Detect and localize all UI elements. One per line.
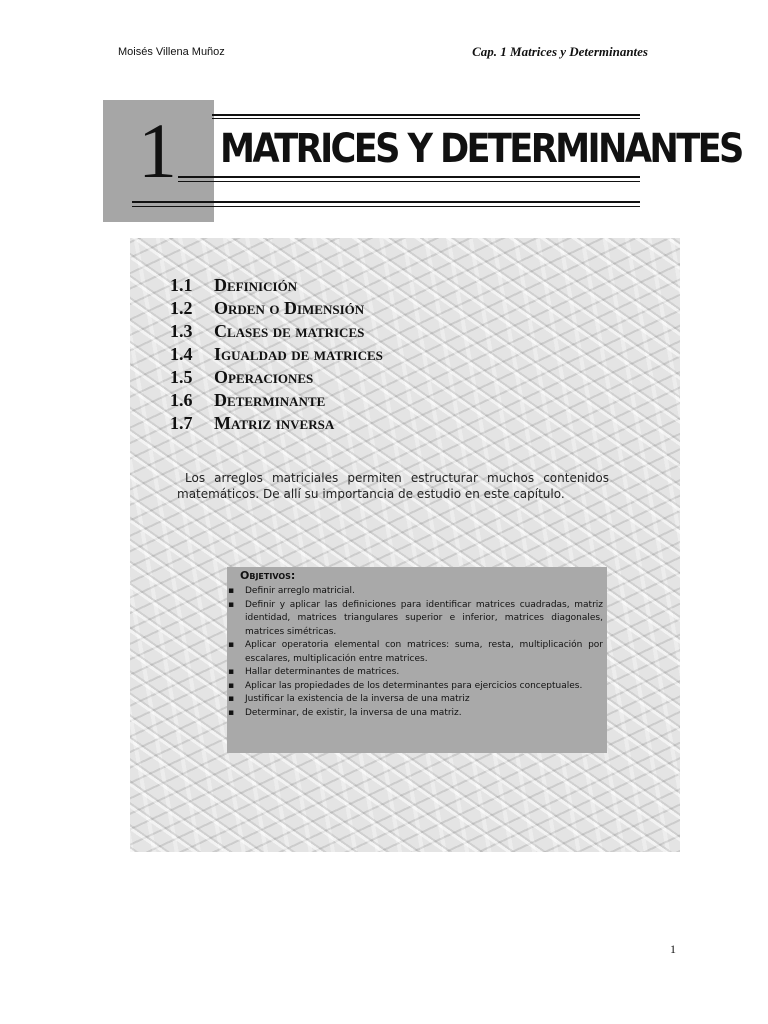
bullet-icon: ▪ xyxy=(228,667,235,677)
bullet-icon: ▪ xyxy=(228,599,235,610)
toc-item xyxy=(170,366,383,389)
toc-item-number: 1.1 xyxy=(170,275,193,295)
toc-item-number: 1.6 xyxy=(170,390,193,410)
objective-item xyxy=(227,639,603,666)
intro-paragraph: Los arreglos matriciales permiten estructurar muchos contenidos matemáticos. De allí su importancia de estudio en este capítulo. xyxy=(177,471,609,501)
objective-text: Definir y aplicar las definiciones para identificar matrices cuadradas, matriz identidad, matrices triangulares superior e inferior, matrices diagonales, matrices simétricas. xyxy=(245,599,603,637)
toc-item xyxy=(170,320,383,343)
toc-item xyxy=(170,343,383,366)
toc-item-number: 1.7 xyxy=(170,413,193,433)
objectives-box xyxy=(227,567,607,753)
toc-item xyxy=(170,412,383,435)
title-rule xyxy=(132,206,640,207)
toc-item-title: Matriz inversa xyxy=(214,413,335,433)
bullet-icon: ▪ xyxy=(228,586,235,596)
objective-text: Aplicar operatoria elemental con matrices: suma, resta, multiplicación por escalares, multiplicación entre matrices. xyxy=(245,640,603,664)
objective-text: Justificar la existencia de la inversa de una matriz xyxy=(245,694,470,704)
toc-item-title: Clases de matrices xyxy=(214,321,365,341)
title-rule xyxy=(212,114,640,116)
toc-item-title: Definición xyxy=(214,275,298,295)
toc-item-title: Igualdad de matrices xyxy=(214,344,383,364)
toc-item-number: 1.3 xyxy=(170,321,193,341)
toc-item-title: Operaciones xyxy=(214,367,314,387)
title-rule xyxy=(178,181,640,182)
bullet-icon: ▪ xyxy=(228,694,235,704)
bullet-icon: ▪ xyxy=(228,680,235,691)
objective-text: Aplicar las propiedades de los determinantes para ejercicios conceptuales. xyxy=(245,680,583,691)
objectives-title: Objetivos: xyxy=(240,569,296,582)
toc-item-number: 1.2 xyxy=(170,298,193,318)
objectives-list xyxy=(227,585,603,720)
objective-item xyxy=(227,707,603,721)
header-chapter-title: Cap. 1 Matrices y Determinantes xyxy=(472,44,648,59)
title-rule xyxy=(132,201,640,203)
bullet-icon: ▪ xyxy=(228,707,235,718)
table-of-contents xyxy=(170,274,383,435)
objective-item xyxy=(227,693,603,707)
objective-text: Hallar determinantes de matrices. xyxy=(245,667,400,677)
header-author: Moisés Villena Muñoz xyxy=(118,46,225,58)
objective-item xyxy=(227,599,603,640)
chapter-title: MATRICES Y DETERMINANTES xyxy=(220,126,742,172)
objective-item xyxy=(227,666,603,680)
chapter-number: 1 xyxy=(138,107,177,194)
objective-text: Determinar, de existir, la inversa de una matriz. xyxy=(245,707,462,718)
toc-item-title: Orden o Dimensión xyxy=(214,298,365,318)
objective-item xyxy=(227,585,603,599)
objective-item xyxy=(227,680,603,694)
toc-item-number: 1.4 xyxy=(170,344,193,364)
page-number: 1 xyxy=(670,942,676,956)
toc-item xyxy=(170,297,383,320)
objective-text: Definir arreglo matricial. xyxy=(245,586,355,596)
toc-item-number: 1.5 xyxy=(170,367,193,387)
bullet-icon: ▪ xyxy=(228,640,235,650)
toc-item xyxy=(170,389,383,412)
toc-item xyxy=(170,274,383,297)
toc-item-title: Determinante xyxy=(214,390,326,410)
